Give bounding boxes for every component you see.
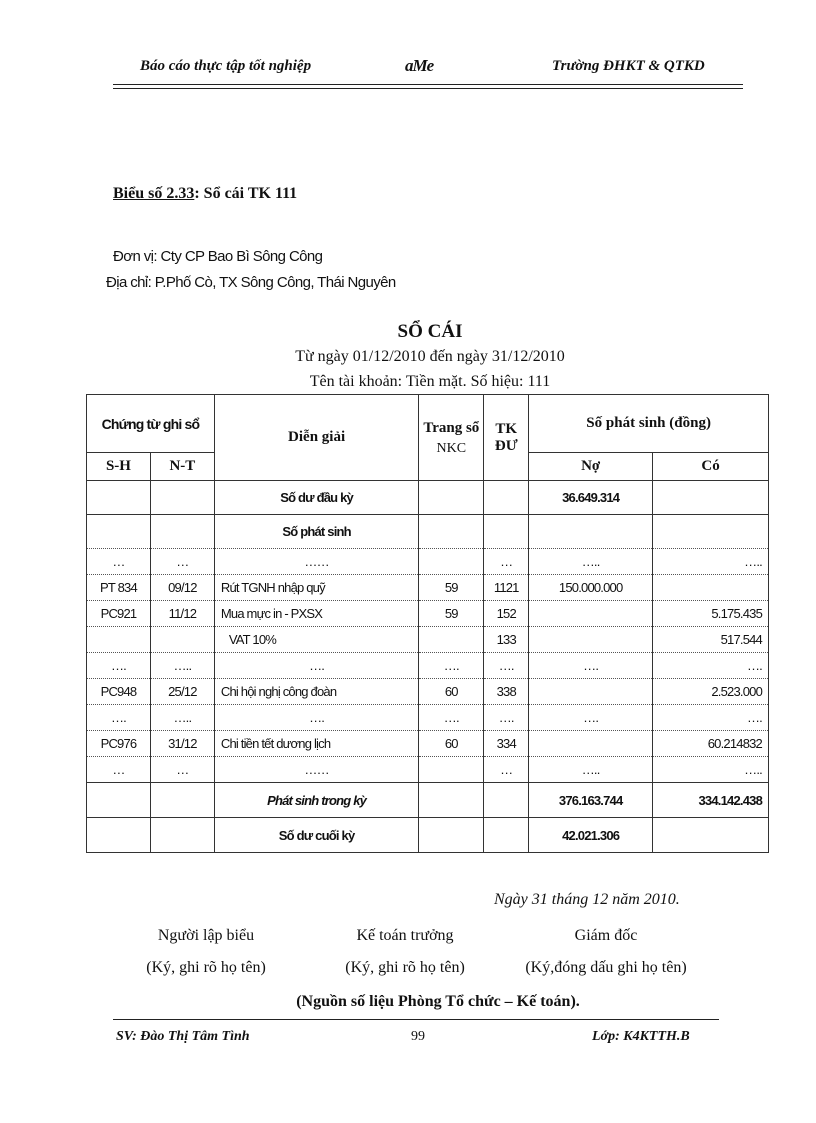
row-sh: PC948 — [87, 679, 151, 705]
signature-director — [496, 927, 716, 977]
row-trang — [419, 757, 484, 783]
ledger-row — [87, 549, 769, 575]
row-diengiai: …… — [214, 549, 418, 575]
ledger-period: Từ ngày 01/12/2010 đến ngày 31/12/2010 — [295, 348, 565, 365]
row-nt: 25/12 — [150, 679, 214, 705]
header-nkc: NKC — [436, 440, 467, 456]
bieu-heading — [113, 185, 297, 203]
phatsinh-row — [87, 515, 769, 549]
row-diengiai: Mua mực in - PXSX — [214, 601, 418, 627]
header-tk: TK ĐƯ — [484, 395, 529, 481]
footer-rule — [113, 1019, 719, 1020]
total-no: 376.163.744 — [529, 783, 653, 818]
row-co: 5.175.435 — [653, 601, 769, 627]
unit-name: Đơn vị: Cty CP Bao Bì Sông Công — [113, 248, 323, 265]
row-tk: … — [484, 757, 529, 783]
row-tk: 133 — [484, 627, 529, 653]
row-nt: … — [150, 757, 214, 783]
header-co: Có — [653, 453, 769, 481]
row-diengiai: Chi hội nghị công đoàn — [214, 679, 418, 705]
ledger-row — [87, 653, 769, 679]
row-tk: 152 — [484, 601, 529, 627]
closing-label: Số dư cuối kỳ — [214, 818, 418, 853]
ledger-row — [87, 731, 769, 757]
header-chungtu: Chứng từ ghi sổ — [87, 395, 215, 453]
ledger-account: Tên tài khoản: Tiền mặt. Số hiệu: 111 — [309, 373, 551, 390]
row-trang: 59 — [419, 601, 484, 627]
footer-class: Lớp: K4KTTH.B — [592, 1029, 690, 1044]
row-trang: …. — [419, 653, 484, 679]
row-sh: …. — [87, 653, 151, 679]
header-left-text: Báo cáo thực tập tốt nghiệp — [140, 58, 312, 74]
header-rule-thin — [113, 88, 743, 89]
row-no — [529, 627, 653, 653]
opening-no: 36.649.314 — [529, 481, 653, 515]
row-no: ….. — [529, 549, 653, 575]
signature-preparer — [96, 927, 316, 977]
row-co: 2.523.000 — [653, 679, 769, 705]
row-tk: …. — [484, 705, 529, 731]
opening-row — [87, 481, 769, 515]
row-tk: 1121 — [484, 575, 529, 601]
header-diengiai: Diễn giải — [214, 395, 418, 481]
ledger-title: SỔ CÁI — [397, 321, 463, 342]
row-no — [529, 679, 653, 705]
row-trang — [419, 627, 484, 653]
row-no — [529, 601, 653, 627]
row-co: ….. — [653, 757, 769, 783]
row-nt: ….. — [150, 653, 214, 679]
signature-preparer-title: Người lập biểu — [157, 927, 255, 944]
bieu-number: Biểu số 2.33 — [113, 185, 195, 202]
total-label: Phát sinh trong kỳ — [214, 783, 418, 818]
row-no — [529, 731, 653, 757]
row-nt: ….. — [150, 705, 214, 731]
row-tk: 338 — [484, 679, 529, 705]
header-right-text: Trường ĐHKT & QTKD — [552, 58, 705, 74]
closing-no: 42.021.306 — [529, 818, 653, 853]
closing-row — [87, 818, 769, 853]
signature-chief-accountant — [295, 927, 515, 977]
header-sh: S-H — [87, 453, 151, 481]
ledger-row — [87, 705, 769, 731]
row-co: 60.214832 — [653, 731, 769, 757]
header-sps: Số phát sinh (đồng) — [529, 395, 769, 453]
row-tk: …. — [484, 653, 529, 679]
header-trang — [419, 395, 484, 481]
row-sh: PT 834 — [87, 575, 151, 601]
footer-page-number: 99 — [411, 1029, 425, 1044]
row-sh: PC976 — [87, 731, 151, 757]
signature-director-title: Giám đốc — [574, 927, 638, 944]
row-sh: PC921 — [87, 601, 151, 627]
row-no: 150.000.000 — [529, 575, 653, 601]
row-co: …. — [653, 653, 769, 679]
row-diengiai: Rút TGNH nhập quỹ — [214, 575, 418, 601]
row-trang: 60 — [419, 731, 484, 757]
row-sh — [87, 627, 151, 653]
row-nt: … — [150, 549, 214, 575]
row-sh: … — [87, 757, 151, 783]
signature-chief-title: Kế toán trưởng — [356, 927, 454, 944]
header-no: Nợ — [529, 453, 653, 481]
row-nt: 11/12 — [150, 601, 214, 627]
row-nt: 31/12 — [150, 731, 214, 757]
row-trang: …. — [419, 705, 484, 731]
ledger-row — [87, 627, 769, 653]
header-trang-label: Trang sổ — [423, 419, 480, 436]
header-rule — [113, 84, 743, 85]
row-co — [653, 575, 769, 601]
row-diengiai: …… — [214, 757, 418, 783]
ledger-row — [87, 757, 769, 783]
report-date: Ngày 31 tháng 12 năm 2010. — [494, 891, 680, 908]
header-nt: N-T — [150, 453, 214, 481]
row-diengiai: …. — [214, 653, 418, 679]
row-trang — [419, 549, 484, 575]
ledger-row — [87, 679, 769, 705]
row-co: ….. — [653, 549, 769, 575]
row-diengiai: VAT 10% — [214, 627, 418, 653]
row-tk: 334 — [484, 731, 529, 757]
opening-label: Số dư đầu kỳ — [214, 481, 418, 515]
row-trang: 59 — [419, 575, 484, 601]
footer-student: SV: Đào Thị Tâm Tình — [116, 1029, 250, 1044]
header-logo: aMe — [405, 56, 434, 75]
row-no: ….. — [529, 757, 653, 783]
row-diengiai: Chi tiền tết dương lịch — [214, 731, 418, 757]
unit-address: Địa chỉ: P.Phố Cò, TX Sông Công, Thái Nguyên — [106, 274, 396, 291]
signature-chief-note: (Ký, ghi rõ họ tên) — [345, 959, 465, 976]
row-sh: …. — [87, 705, 151, 731]
data-source: (Nguồn số liệu Phòng Tổ chức – Kế toán). — [296, 993, 580, 1010]
ledger-row — [87, 575, 769, 601]
row-nt: 09/12 — [150, 575, 214, 601]
row-no: …. — [529, 653, 653, 679]
signature-director-note: (Ký,đóng dấu ghi họ tên) — [525, 959, 687, 976]
ledger-row — [87, 601, 769, 627]
row-nt — [150, 627, 214, 653]
phatsinh-label: Số phát sinh — [214, 515, 418, 549]
row-tk: … — [484, 549, 529, 575]
row-co: …. — [653, 705, 769, 731]
row-trang: 60 — [419, 679, 484, 705]
row-co: 517.544 — [653, 627, 769, 653]
bieu-title: : Sổ cái TK 111 — [194, 185, 298, 202]
ledger-table — [86, 394, 769, 853]
total-row — [87, 783, 769, 818]
row-no: …. — [529, 705, 653, 731]
total-co: 334.142.438 — [653, 783, 769, 818]
row-diengiai: …. — [214, 705, 418, 731]
signature-preparer-note: (Ký, ghi rõ họ tên) — [146, 959, 266, 976]
row-sh: … — [87, 549, 151, 575]
